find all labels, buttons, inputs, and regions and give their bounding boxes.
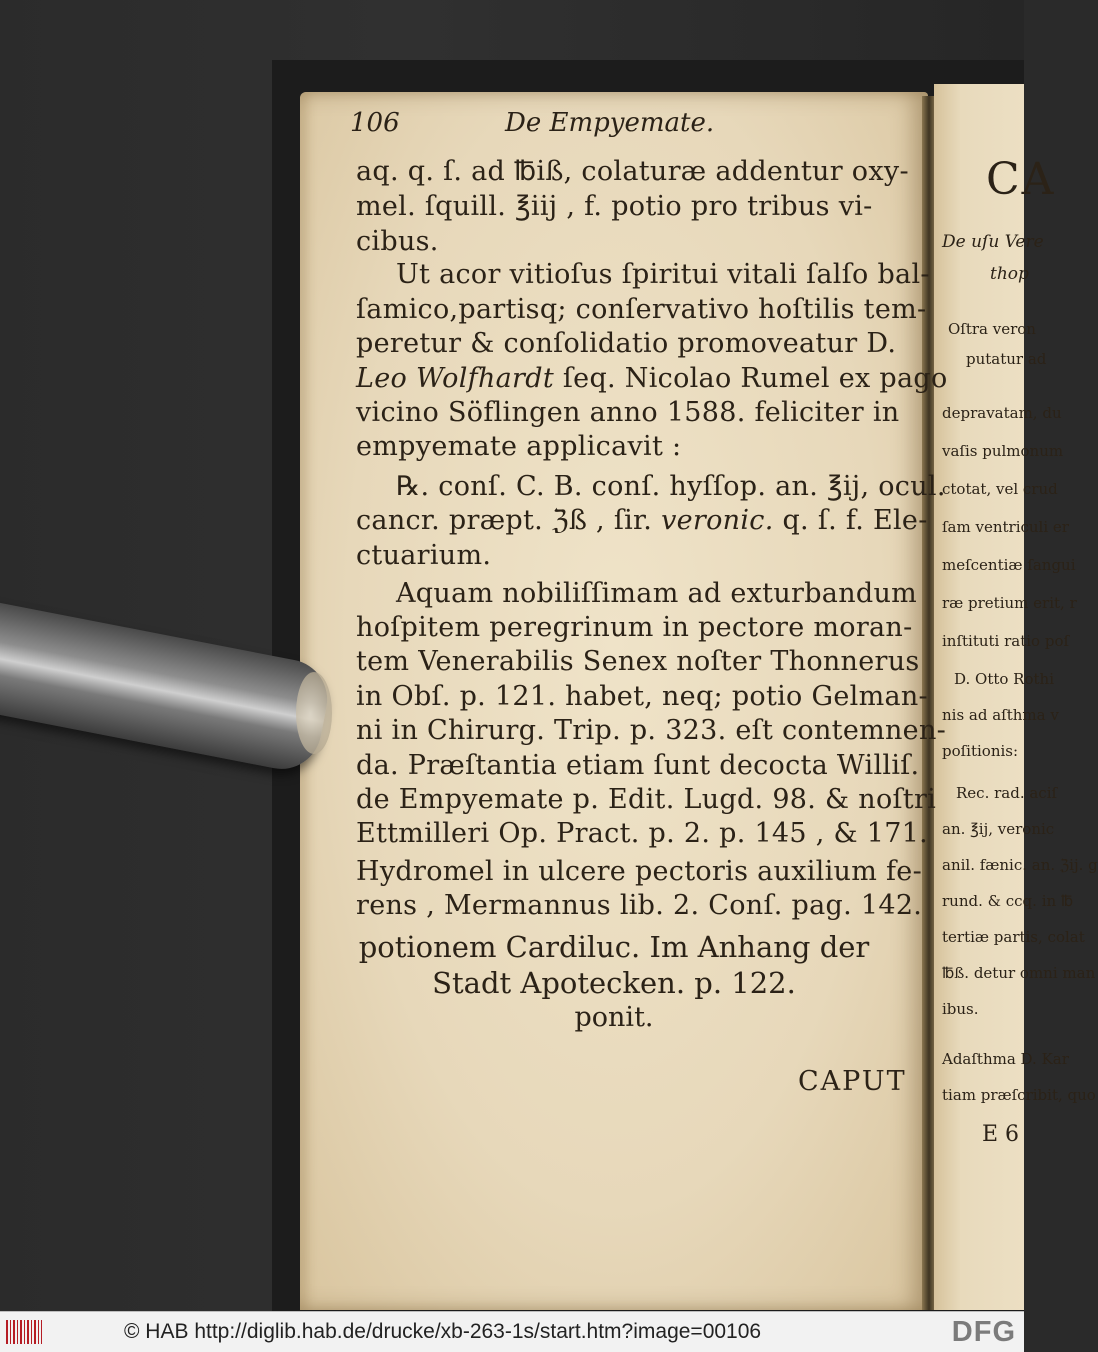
facing-line: ſam ventriculi er <box>942 518 1069 536</box>
dfg-logo: DFG <box>951 1316 1016 1348</box>
facing-line: inſtituti ratio poſ <box>942 632 1070 650</box>
facing-line: Oſtra veron <box>948 320 1036 338</box>
footer-bar <box>0 1311 1024 1352</box>
facing-line: meſcentiæ ſangui <box>942 556 1076 574</box>
facing-line: poſitionis: <box>942 742 1019 760</box>
facing-line: De uſu Vere <box>942 232 1044 252</box>
facing-line: tiam præſcribit, quo <box>942 1086 1096 1104</box>
facing-line: Rec. rad. aciſ <box>956 784 1058 802</box>
facing-signature: E 6 <box>982 1122 1020 1147</box>
facing-line: ctotat, vel crud <box>942 480 1058 498</box>
blackletter-line: Stadt Apotecken. p. 122. <box>432 966 796 1000</box>
text-line: empyemate applicavit : <box>356 431 682 462</box>
facing-line: tertiæ partis, colat <box>942 928 1085 946</box>
text-line: hoſpitem peregrinum in pectore moran- <box>356 612 913 643</box>
facing-line: putatur ad <box>966 350 1047 368</box>
text-line: ℞. conſ. C. B. conſ. hyſſop. an. ℥ij, ocul. <box>396 471 946 502</box>
text-line: Ut acor vitioſus ſpiritui vitali ſalſo bal- <box>396 259 930 290</box>
text-line: da. Præſtantia etiam ſunt decocta Williſ. <box>356 750 920 781</box>
facing-line: ibus. <box>942 1000 979 1018</box>
text-line: cibus. <box>356 226 439 257</box>
page-holder-tip <box>296 672 332 754</box>
text-line: Hydromel in ulcere pectoris auxilium fe- <box>356 856 923 887</box>
blackletter-line: potionem Cardiluc. Im Anhang der <box>358 930 870 964</box>
facing-heading: CA <box>986 154 1056 205</box>
text-line: vicino Söflingen anno 1588. feliciter in <box>356 397 900 428</box>
text-line: rens , Mermannus lib. 2. Conſ. pag. 142. <box>356 890 923 921</box>
facing-line: thop <box>990 264 1029 284</box>
facing-line: ræ pretium erit, r <box>942 594 1077 612</box>
footer-credit-link[interactable]: © HAB http://diglib.hab.de/drucke/xb-263-1s/start.htm?image=00106 <box>124 1320 762 1343</box>
page-number: 106 <box>350 108 400 138</box>
text-line: peretur & conſolidatio promoveatur D. <box>356 328 897 359</box>
facing-line: ℔ß. detur omni man <box>942 964 1096 982</box>
hab-logo-icon <box>6 1320 42 1344</box>
closing-line: ponit. <box>574 1002 654 1033</box>
facing-line: vaſis pulmonum <box>942 442 1064 460</box>
facing-line: D. Otto Rothi <box>954 670 1054 688</box>
facing-line: Adaſthma D. Kar <box>942 1050 1069 1068</box>
facing-line: depravatam, du <box>942 404 1062 422</box>
facing-line: nis ad aſthma v <box>942 706 1059 724</box>
text-line: aq. q. ſ. ad ℔iß, colaturæ addentur oxy- <box>356 156 909 187</box>
text-line: tem Venerabilis Senex noſter Thonnerus <box>356 646 920 677</box>
text-line: Ettmilleri Op. Pract. p. 2. p. 145 , & 171. <box>356 818 929 849</box>
text-line: cancr. præpt. ℨß , ſir. veronic. q. ſ. f. Ele- <box>356 505 928 536</box>
text-line: de Empyemate p. Edit. Lugd. 98. & noſtri <box>356 784 937 815</box>
facing-page <box>934 84 1098 1310</box>
catchword: CAPUT <box>798 1066 907 1097</box>
text-line: Aquam nobiliſſimam ad exturbandum <box>396 578 918 609</box>
text-line: ni in Chirurg. Trip. p. 323. eſt contemnen- <box>356 715 947 746</box>
text-line: Leo Wolfhardt ſeq. Nicolao Rumel ex pago <box>356 363 948 394</box>
running-head <box>350 108 714 138</box>
facing-line: anil. fænic. an. ℨij. g <box>942 856 1098 874</box>
facing-line: rund. & ccq. in ℔ <box>942 892 1074 910</box>
text-line: mel. ſquill. ℥iij , f. potio pro tribus vi- <box>356 191 873 222</box>
text-line: in Obſ. p. 121. habet, neq; potio Gelman- <box>356 681 928 712</box>
text-line: ſamico,partisq; conſervativo hoſtilis tem- <box>356 294 927 325</box>
facing-line: an. ℥ij, veronic <box>942 820 1055 838</box>
text-line: ctuarium. <box>356 540 492 571</box>
running-title: De Empyemate. <box>505 108 715 138</box>
